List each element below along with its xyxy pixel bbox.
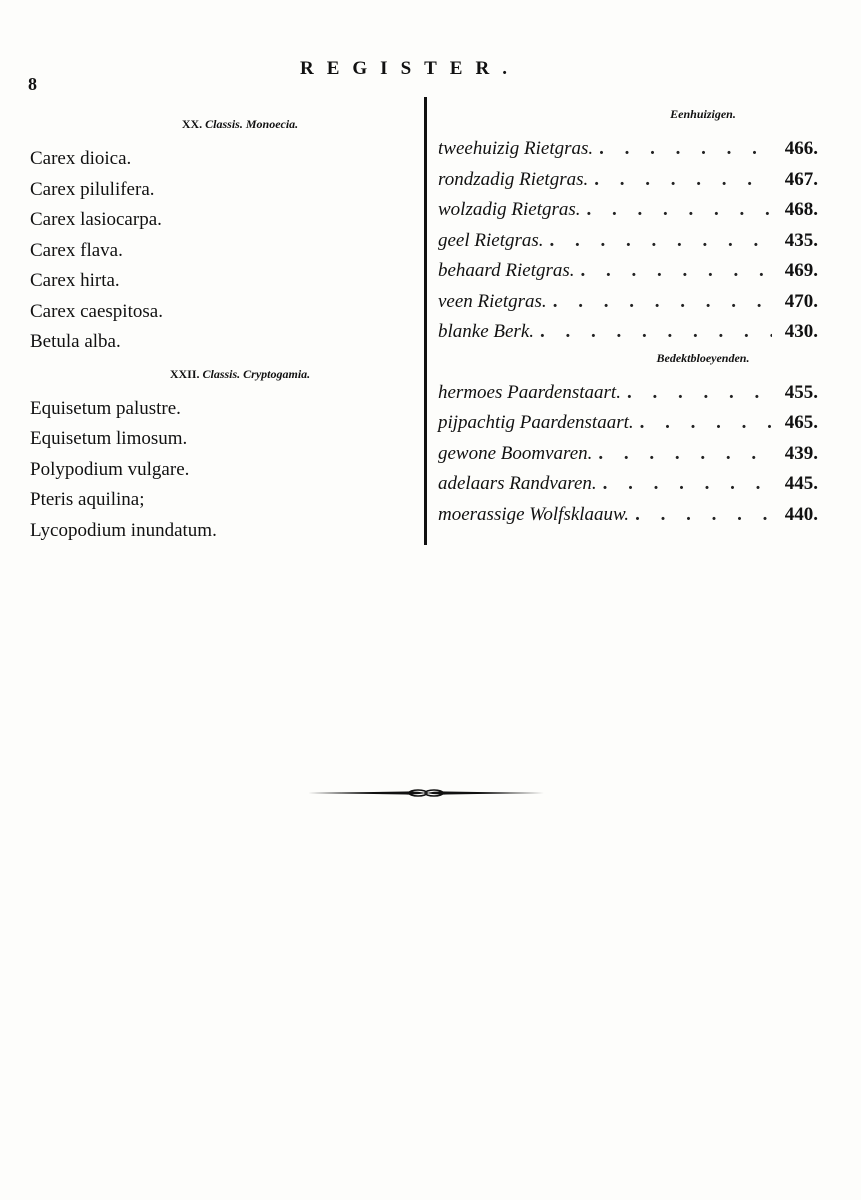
dutch-entry	[438, 469, 818, 500]
latin-entry: Carex pilulifera.	[30, 178, 155, 200]
page-reference: 465.	[784, 412, 818, 433]
page-reference: 430.	[784, 321, 818, 342]
dutch-name: gewone Boomvaren.	[438, 442, 593, 464]
dot-leader	[597, 469, 772, 499]
page-reference: 435.	[784, 229, 818, 251]
page-reference: 468.	[784, 199, 818, 220]
page-reference: 440.	[784, 503, 818, 525]
dutch-entry	[438, 165, 818, 196]
class-name: Cryptogamia.	[243, 366, 311, 381]
latin-entry: Betula alba.	[30, 331, 121, 352]
group-heading-bedektbloeyenden: Bedektbloeyenden.	[656, 350, 750, 365]
dutch-name: blanke Berk.	[438, 321, 535, 342]
dot-leader	[593, 134, 772, 164]
latin-entry: Lycopodium inundatum.	[30, 519, 217, 541]
dutch-name: geel Rietgras.	[438, 229, 544, 251]
dot-leader	[634, 408, 772, 438]
page-reference: 470.	[784, 290, 818, 312]
dot-leader	[534, 317, 772, 347]
dutch-entry	[438, 226, 818, 257]
dot-leader	[621, 378, 772, 408]
page-reference: 445.	[784, 473, 818, 494]
latin-entry: Polypodium vulgare.	[30, 458, 190, 480]
dot-leader	[547, 287, 772, 317]
page-reference: 466.	[784, 138, 818, 159]
latin-entry: Equisetum limosum.	[30, 428, 188, 449]
dot-leader	[592, 439, 772, 469]
end-ornament	[308, 786, 544, 800]
dutch-name: pijpachtig Paardenstaart.	[438, 412, 634, 433]
dutch-entry	[438, 287, 818, 318]
class-number: XXII.	[169, 366, 200, 381]
dutch-name: moerassige Wolfsklaauw.	[438, 503, 630, 525]
dot-leader	[588, 165, 772, 195]
latin-entry: Carex flava.	[30, 239, 123, 261]
dutch-entry	[438, 256, 818, 287]
latin-entry: Carex caespitosa.	[30, 300, 163, 322]
dutch-name: rondzadig Rietgras.	[438, 168, 589, 190]
dutch-name: hermoes Paardenstaart.	[438, 381, 621, 403]
group-heading-eenhuizigen: Eenhuizigen.	[670, 107, 736, 121]
dutch-name: wolzadig Rietgras.	[438, 199, 581, 220]
dutch-name: behaard Rietgras.	[438, 260, 575, 281]
dutch-entry	[438, 317, 818, 348]
class-word: Classis.	[202, 366, 241, 381]
latin-names-column	[30, 114, 410, 546]
page-reference: 455.	[784, 381, 818, 403]
dutch-entry	[438, 408, 818, 439]
dutch-entry	[438, 134, 818, 165]
latin-entry: Carex dioica.	[30, 148, 132, 169]
latin-entry: Carex hirta.	[30, 270, 120, 291]
dutch-entry	[438, 439, 818, 470]
running-title: REGISTER.	[300, 58, 520, 79]
class-name: Monoecia.	[245, 117, 299, 131]
class-heading-monoecia	[30, 114, 410, 144]
dot-leader	[581, 195, 772, 225]
dot-leader	[544, 226, 772, 256]
dutch-entry	[438, 500, 818, 531]
page-number: 8	[28, 74, 37, 94]
page-reference: 467.	[784, 168, 818, 190]
dutch-names-column	[438, 104, 818, 530]
dutch-name: tweehuizig Rietgras.	[438, 138, 594, 159]
page-reference: 469.	[784, 260, 818, 281]
dutch-entry	[438, 378, 818, 409]
latin-entry: Pteris aquilina;	[30, 489, 145, 510]
column-divider	[424, 97, 427, 545]
class-number: XX.	[181, 117, 203, 131]
dutch-name: veen Rietgras.	[438, 290, 547, 312]
dutch-entry	[438, 195, 818, 226]
dutch-name: adelaars Randvaren.	[438, 473, 597, 494]
dot-leader	[629, 500, 772, 530]
dot-leader	[575, 256, 772, 286]
latin-entry: Carex lasiocarpa.	[30, 209, 162, 230]
class-heading-cryptogamia	[30, 364, 410, 394]
latin-entry: Equisetum palustre.	[30, 397, 181, 419]
class-word: Classis.	[205, 117, 243, 131]
page-reference: 439.	[784, 442, 818, 464]
